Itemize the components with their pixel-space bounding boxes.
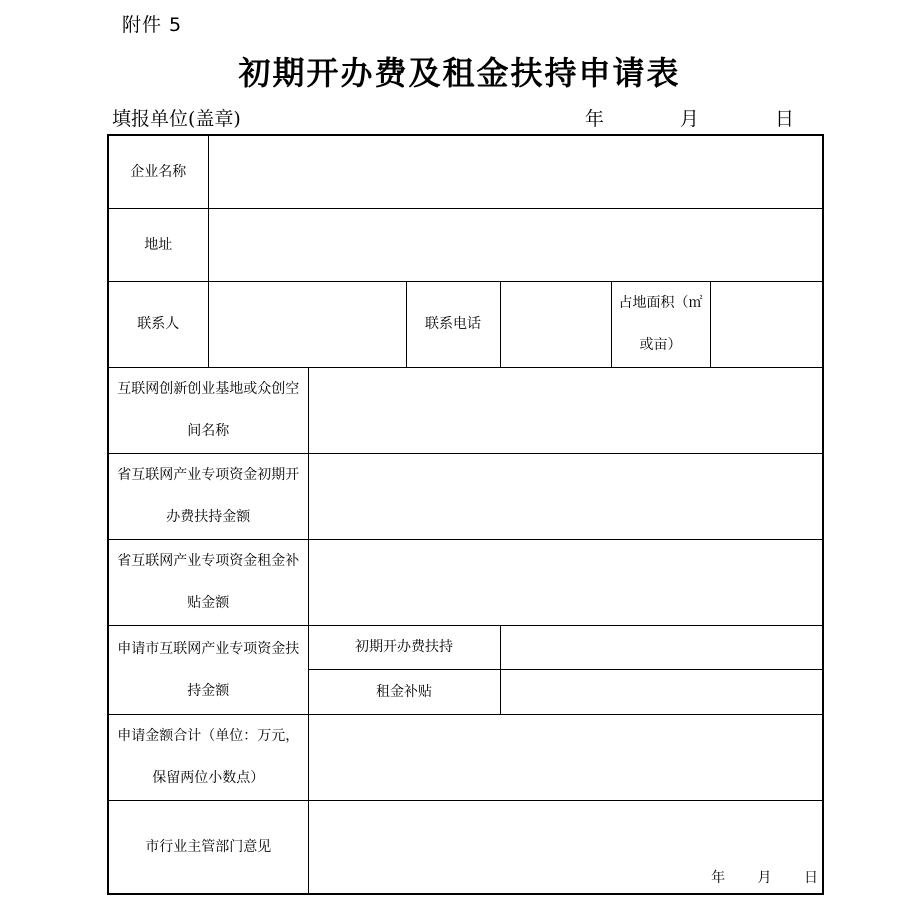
provincial-rent-label: 省互联网产业专项资金租金补贴金额 (108, 539, 308, 625)
row-address (108, 208, 823, 281)
application-form-table (107, 134, 824, 895)
provincial-initial-field[interactable] (308, 453, 823, 539)
header-date (585, 104, 794, 131)
city-rent-label: 租金补贴 (308, 669, 500, 714)
opinion-field[interactable] (308, 800, 823, 894)
filler-unit-label: 填报单位(盖章) (112, 108, 241, 130)
phone-field[interactable] (500, 281, 611, 367)
header-date-year: 年 (584, 108, 604, 130)
row-city-initial (108, 625, 823, 669)
header-date-month: 月 (679, 108, 699, 130)
row-base-name (108, 367, 823, 453)
address-label: 地址 (108, 208, 208, 281)
header-date-day: 日 (774, 108, 794, 130)
city-initial-field[interactable] (500, 625, 823, 669)
company-name-field[interactable] (208, 135, 823, 208)
provincial-rent-field[interactable] (308, 539, 823, 625)
address-field[interactable] (208, 208, 823, 281)
city-initial-label: 初期开办费扶持 (308, 625, 500, 669)
attachment-label: 附件 5 (122, 14, 183, 36)
row-provincial-initial (108, 453, 823, 539)
company-name-label: 企业名称 (108, 135, 208, 208)
base-name-field[interactable] (308, 367, 823, 453)
row-total (108, 714, 823, 800)
opinion-label: 市行业主管部门意见 (108, 800, 308, 894)
phone-label: 联系电话 (406, 281, 500, 367)
contact-field[interactable] (208, 281, 406, 367)
area-field[interactable] (710, 281, 823, 367)
opinion-date-month: 月 (757, 870, 772, 886)
total-field[interactable] (308, 714, 823, 800)
city-rent-field[interactable] (500, 669, 823, 714)
row-company-name (108, 135, 823, 208)
contact-label: 联系人 (108, 281, 208, 367)
row-contact (108, 281, 823, 367)
form-title: 初期开办费及租金扶持申请表 (238, 54, 681, 92)
row-opinion (108, 800, 823, 894)
opinion-date-day: 日 (804, 870, 818, 886)
provincial-initial-label: 省互联网产业专项资金初期开办费扶持金额 (108, 453, 308, 539)
area-label: 占地面积（㎡或亩） (611, 281, 710, 367)
city-support-label: 申请市互联网产业专项资金扶持金额 (108, 625, 308, 714)
opinion-date (711, 869, 818, 887)
base-name-label: 互联网创新创业基地或众创空间名称 (108, 367, 308, 453)
total-label: 申请金额合计（单位：万元，保留两位小数点） (108, 714, 308, 800)
opinion-date-year: 年 (711, 870, 726, 886)
row-provincial-rent (108, 539, 823, 625)
